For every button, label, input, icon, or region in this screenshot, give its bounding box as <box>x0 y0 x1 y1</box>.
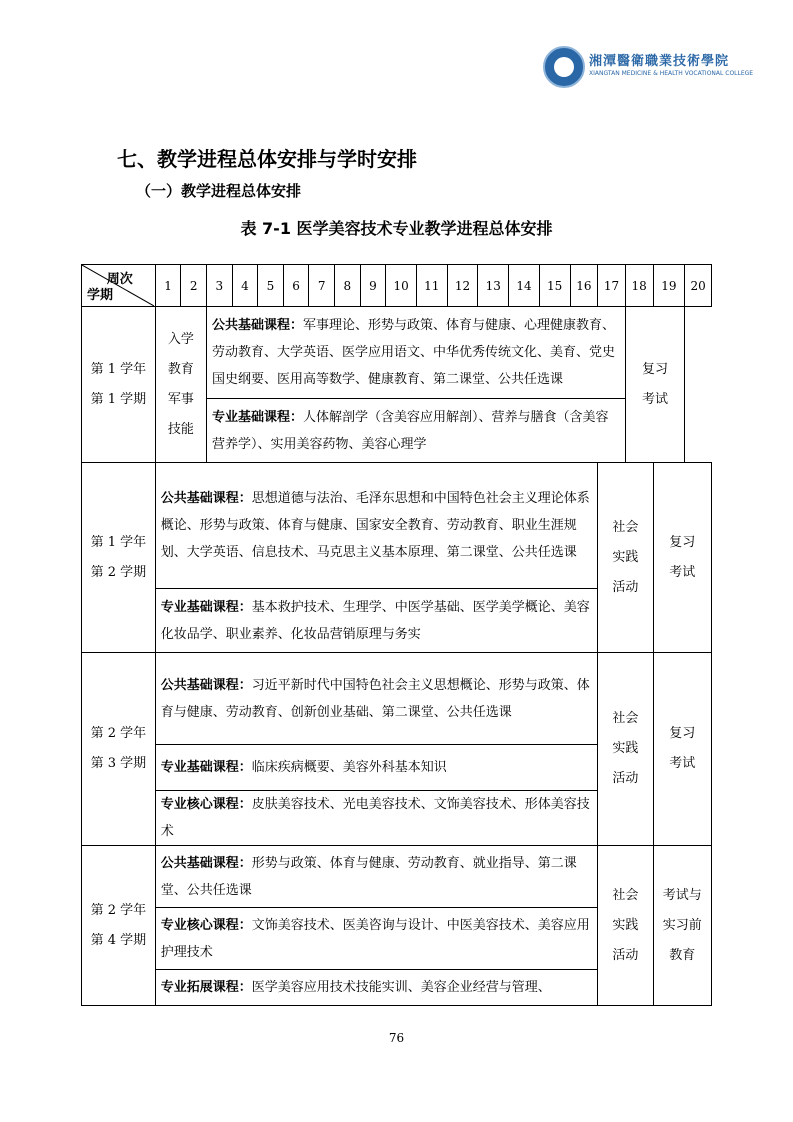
week-cell: 7 <box>309 265 335 307</box>
week-cell: 10 <box>386 265 417 307</box>
week-cell: 20 <box>685 265 712 307</box>
course-cell: 专业拓展课程：医学美容应用技术技能实训、美容企业经营与管理、 <box>155 970 597 1006</box>
table-caption: 表 7-1 医学美容技术专业教学进程总体安排 <box>240 219 553 238</box>
term-label: 第 2 学年 第 3 学期 <box>82 653 156 846</box>
course-cell: 公共基础课程：形势与政策、体育与健康、劳动教育、就业指导、第二课堂、公共任选课 <box>155 846 597 908</box>
school-name: 湘潭醫衛職業技術學院 <box>589 54 730 69</box>
week-cell: 1 <box>155 265 181 307</box>
course-cell: 专业核心课程：皮肤美容技术、光电美容技术、文饰美容技术、形体美容技术 <box>155 791 597 846</box>
course-cell: 公共基础课程：思想道德与法治、毛泽东思想和中国特色社会主义理论体系概论、形势与政策、体育与健康、国家安全教育、劳动教育、职业生涯规划、大学英语、信息技术、马克思主义基本原理、第二课堂、公共任选课 <box>155 463 597 589</box>
week-cell: 5 <box>258 265 284 307</box>
week-cell: 15 <box>539 265 570 307</box>
exam-cell: 复习 考试 <box>653 653 711 846</box>
social-practice-cell: 社会 实践 活动 <box>598 653 653 846</box>
week-cell: 4 <box>232 265 258 307</box>
social-practice-cell: 社会 实践 活动 <box>598 846 653 1006</box>
week-cell: 19 <box>653 265 685 307</box>
week-cell: 9 <box>360 265 386 307</box>
page-number: 76 <box>388 1031 405 1045</box>
term-label: 第 1 学年 第 1 学期 <box>82 307 156 463</box>
school-emblem-icon <box>543 46 585 88</box>
term-row <box>82 653 712 745</box>
week-cell: 14 <box>509 265 540 307</box>
schedule-table <box>81 264 712 1006</box>
week-cell: 12 <box>447 265 478 307</box>
term-label: 第 1 学年 第 2 学期 <box>82 463 156 653</box>
course-cell: 公共基础课程：军事理论、形势与政策、体育与健康、心理健康教育、劳动教育、大学英语、医学应用语文、中华优秀传统文化、美育、党史国史纲要、医用高等数学、健康教育、第二课堂、公共任选课 <box>206 307 625 399</box>
week-cell: 17 <box>598 265 626 307</box>
course-cell: 专业核心课程：文饰美容技术、医美咨询与设计、中医美容技术、美容应用护理技术 <box>155 908 597 970</box>
week-cell: 3 <box>206 265 232 307</box>
social-practice-cell: 社会 实践 活动 <box>598 463 653 653</box>
course-cell: 专业基础课程：临床疾病概要、美容外科基本知识 <box>155 745 597 791</box>
term-row <box>82 463 712 589</box>
course-cell: 公共基础课程：习近平新时代中国特色社会主义思想概论、形势与政策、体育与健康、劳动教育、创新创业基础、第二课堂、公共任选课 <box>155 653 597 745</box>
week-header-row <box>82 265 712 307</box>
corner-term-label: 学期 <box>87 288 114 303</box>
course-cell: 专业基础课程：人体解剖学（含美容应用解剖）、营养与膳食（含美容营养学）、实用美容药物、美容心理学 <box>206 399 625 463</box>
exam-cell: 复习 考试 <box>625 307 684 463</box>
week-cell: 6 <box>283 265 309 307</box>
entry-education-cell: 入学 教育 军事 技能 <box>155 307 206 463</box>
corner-week-label: 周次 <box>106 272 133 287</box>
term-row <box>82 307 712 399</box>
corner-header <box>82 265 156 307</box>
week-cell: 18 <box>625 265 653 307</box>
exam-cell: 考试与 实习前 教育 <box>653 846 711 1006</box>
subsection-title: （一）教学进程总体安排 <box>136 182 302 200</box>
week-cell: 8 <box>335 265 361 307</box>
section-title: 七、教学进程总体安排与学时安排 <box>117 147 417 171</box>
school-name-en: XIANGTAN MEDICINE & HEALTH VOCATIONAL COLLEGE <box>589 70 754 77</box>
term-row <box>82 846 712 908</box>
week-cell: 2 <box>181 265 207 307</box>
exam-cell: 复习 考试 <box>653 463 711 653</box>
course-cell: 专业基础课程：基本救护技术、生理学、中医学基础、医学美学概论、美容化妆品学、职业素养、化妆品营销原理与务实 <box>155 589 597 653</box>
week-cell: 16 <box>570 265 598 307</box>
week-cell: 11 <box>416 265 447 307</box>
school-logo <box>543 44 754 92</box>
week-cell: 13 <box>478 265 509 307</box>
term-label: 第 2 学年 第 4 学期 <box>82 846 156 1006</box>
